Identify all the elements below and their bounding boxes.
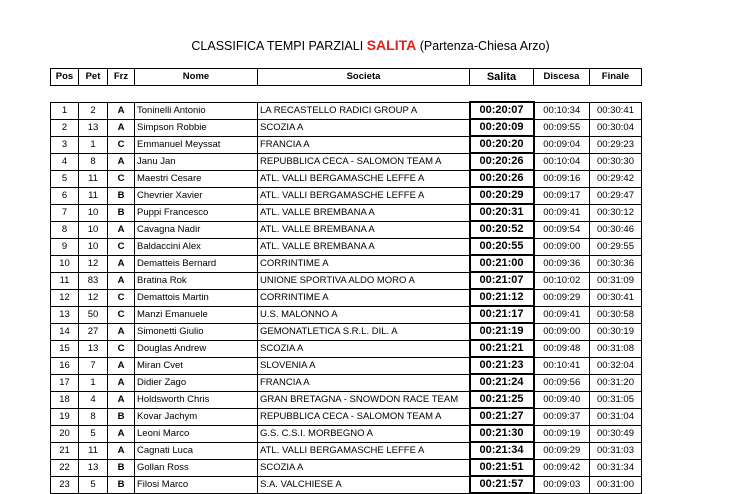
col-header-discesa: Discesa [534,69,590,86]
cell-salita: 00:20:20 [470,136,534,153]
cell-discesa: 00:09:48 [534,340,590,357]
cell-frz: B [108,187,135,204]
cell-pet: 10 [79,204,108,221]
cell-pet: 5 [79,476,108,493]
cell-salita: 00:21:21 [470,340,534,357]
cell-nome: Puppi Francesco [135,204,258,221]
cell-nome: Manzi Emanuele [135,306,258,323]
cell-discesa: 00:09:41 [534,306,590,323]
cell-societa: GRAN BRETAGNA - SNOWDON RACE TEAM [258,391,470,408]
cell-finale: 00:30:49 [590,425,642,442]
cell-pos: 15 [51,340,79,357]
table-row [51,255,642,272]
cell-frz: B [108,408,135,425]
cell-pos: 17 [51,374,79,391]
cell-salita: 00:20:52 [470,221,534,238]
cell-finale: 00:30:30 [590,153,642,170]
cell-discesa: 00:09:40 [534,391,590,408]
cell-nome: Douglas Andrew [135,340,258,357]
cell-finale: 00:29:42 [590,170,642,187]
cell-discesa: 00:09:00 [534,238,590,255]
table-row [51,374,642,391]
cell-pet: 4 [79,391,108,408]
cell-discesa: 00:09:19 [534,425,590,442]
cell-salita: 00:21:12 [470,289,534,306]
cell-finale: 00:31:20 [590,374,642,391]
cell-pet: 2 [79,102,108,119]
table-row [51,187,642,204]
cell-frz: C [108,289,135,306]
cell-societa: REPUBBLICA CECA - SALOMON TEAM A [258,153,470,170]
cell-discesa: 00:09:55 [534,119,590,136]
header-row [51,69,642,86]
header-table [50,68,642,86]
cell-societa: FRANCIA A [258,136,470,153]
cell-pet: 10 [79,221,108,238]
cell-pos: 14 [51,323,79,340]
cell-pos: 21 [51,442,79,459]
cell-frz: C [108,238,135,255]
cell-discesa: 00:09:36 [534,255,590,272]
table-row [51,425,642,442]
cell-pos: 3 [51,136,79,153]
cell-pet: 50 [79,306,108,323]
cell-societa: U.S. MALONNO A [258,306,470,323]
cell-salita: 00:21:00 [470,255,534,272]
cell-discesa: 00:09:03 [534,476,590,493]
cell-finale: 00:30:46 [590,221,642,238]
cell-finale: 00:30:12 [590,204,642,221]
table-row [51,306,642,323]
cell-pet: 12 [79,289,108,306]
cell-societa: REPUBBLICA CECA - SALOMON TEAM A [258,408,470,425]
cell-frz: A [108,153,135,170]
cell-pet: 1 [79,136,108,153]
table-row [51,102,642,119]
cell-finale: 00:30:41 [590,102,642,119]
cell-nome: Kovar Jachym [135,408,258,425]
cell-pos: 10 [51,255,79,272]
col-header-pos: Pos [51,69,79,86]
cell-finale: 00:31:08 [590,340,642,357]
table-row [51,272,642,289]
cell-salita: 00:20:29 [470,187,534,204]
cell-finale: 00:31:34 [590,459,642,476]
cell-discesa: 00:10:34 [534,102,590,119]
cell-nome: Simpson Robbie [135,119,258,136]
cell-nome: Gollan Ross [135,459,258,476]
table-row [51,323,642,340]
table-row [51,340,642,357]
cell-nome: Janu Jan [135,153,258,170]
cell-frz: A [108,102,135,119]
table-row [51,221,642,238]
cell-frz: A [108,119,135,136]
cell-pet: 10 [79,238,108,255]
cell-salita: 00:21:07 [470,272,534,289]
cell-pos: 19 [51,408,79,425]
cell-discesa: 00:09:17 [534,187,590,204]
cell-discesa: 00:09:37 [534,408,590,425]
title-prefix: CLASSIFICA TEMPI PARZIALI [191,39,364,53]
cell-frz: C [108,306,135,323]
cell-discesa: 00:10:41 [534,357,590,374]
cell-societa: ATL. VALLI BERGAMASCHE LEFFE A [258,187,470,204]
cell-frz: C [108,170,135,187]
cell-salita: 00:20:31 [470,204,534,221]
cell-societa: ATL. VALLI BERGAMASCHE LEFFE A [258,170,470,187]
cell-salita: 00:21:17 [470,306,534,323]
table-row [51,357,642,374]
col-header-societa: Societa [258,69,470,86]
cell-pos: 13 [51,306,79,323]
cell-discesa: 00:09:42 [534,459,590,476]
cell-pet: 27 [79,323,108,340]
cell-frz: A [108,255,135,272]
cell-discesa: 00:10:02 [534,272,590,289]
cell-frz: A [108,391,135,408]
cell-pos: 12 [51,289,79,306]
cell-salita: 00:21:51 [470,459,534,476]
cell-pos: 8 [51,221,79,238]
cell-nome: Baldaccini Alex [135,238,258,255]
col-header-pet: Pet [79,69,108,86]
cell-finale: 00:30:19 [590,323,642,340]
cell-pet: 13 [79,459,108,476]
cell-pos: 6 [51,187,79,204]
cell-frz: A [108,221,135,238]
cell-pos: 16 [51,357,79,374]
cell-discesa: 00:09:00 [534,323,590,340]
cell-frz: A [108,425,135,442]
cell-pet: 8 [79,408,108,425]
cell-societa: G.S. C.S.I. MORBEGNO A [258,425,470,442]
cell-societa: UNIONE SPORTIVA ALDO MORO A [258,272,470,289]
cell-salita: 00:20:07 [470,102,534,119]
cell-pos: 7 [51,204,79,221]
cell-nome: Toninelli Antonio [135,102,258,119]
cell-pet: 7 [79,357,108,374]
cell-salita: 00:20:26 [470,153,534,170]
cell-nome: Leoni Marco [135,425,258,442]
cell-finale: 00:29:47 [590,187,642,204]
cell-nome: Cavagna Nadir [135,221,258,238]
cell-frz: A [108,323,135,340]
cell-societa: S.A. VALCHIESE A [258,476,470,493]
table-row [51,442,642,459]
cell-finale: 00:30:41 [590,289,642,306]
cell-nome: Bratina Rok [135,272,258,289]
cell-nome: Cagnati Luca [135,442,258,459]
table-row [51,459,642,476]
cell-salita: 00:21:23 [470,357,534,374]
cell-pet: 13 [79,340,108,357]
cell-societa: SCOZIA A [258,459,470,476]
cell-societa: GEMONATLETICA S.R.L. DIL. A [258,323,470,340]
cell-nome: Filosi Marco [135,476,258,493]
cell-pet: 11 [79,442,108,459]
cell-pos: 5 [51,170,79,187]
cell-finale: 00:32:04 [590,357,642,374]
cell-pos: 11 [51,272,79,289]
cell-salita: 00:20:55 [470,238,534,255]
cell-frz: B [108,459,135,476]
cell-societa: CORRINTIME A [258,255,470,272]
title-suffix: (Partenza-Chiesa Arzo) [419,39,550,53]
cell-salita: 00:21:30 [470,425,534,442]
table-row [51,238,642,255]
cell-salita: 00:20:26 [470,170,534,187]
cell-pet: 11 [79,187,108,204]
cell-salita: 00:21:34 [470,442,534,459]
cell-discesa: 00:10:04 [534,153,590,170]
cell-societa: SLOVENIA A [258,357,470,374]
table-row [51,170,642,187]
cell-finale: 00:29:55 [590,238,642,255]
cell-finale: 00:30:58 [590,306,642,323]
cell-discesa: 00:09:54 [534,221,590,238]
cell-discesa: 00:09:29 [534,442,590,459]
cell-pet: 8 [79,153,108,170]
cell-pet: 5 [79,425,108,442]
cell-societa: FRANCIA A [258,374,470,391]
cell-societa: CORRINTIME A [258,289,470,306]
table-row [51,476,642,493]
cell-frz: A [108,374,135,391]
cell-salita: 00:21:25 [470,391,534,408]
cell-frz: B [108,204,135,221]
cell-nome: Simonetti Giulio [135,323,258,340]
col-header-salita: Salita [470,69,534,86]
cell-societa: ATL. VALLI BERGAMASCHE LEFFE A [258,442,470,459]
cell-salita: 00:21:27 [470,408,534,425]
table-row [51,391,642,408]
cell-finale: 00:31:05 [590,391,642,408]
cell-finale: 00:31:03 [590,442,642,459]
table-row [51,204,642,221]
cell-nome: Miran Cvet [135,357,258,374]
cell-nome: Chevrier Xavier [135,187,258,204]
cell-societa: ATL. VALLE BREMBANA A [258,238,470,255]
cell-societa: ATL. VALLE BREMBANA A [258,204,470,221]
cell-finale: 00:31:09 [590,272,642,289]
cell-pos: 2 [51,119,79,136]
table-row [51,136,642,153]
cell-societa: SCOZIA A [258,119,470,136]
cell-pet: 13 [79,119,108,136]
cell-pet: 11 [79,170,108,187]
cell-salita: 00:21:57 [470,476,534,493]
cell-nome: Emmanuel Meyssat [135,136,258,153]
cell-frz: C [108,136,135,153]
cell-nome: Holdsworth Chris [135,391,258,408]
col-header-frz: Frz [108,69,135,86]
col-header-nome: Nome [135,69,258,86]
cell-finale: 00:30:04 [590,119,642,136]
col-header-finale: Finale [590,69,642,86]
table-row [51,119,642,136]
cell-pet: 12 [79,255,108,272]
cell-societa: ATL. VALLE BREMBANA A [258,221,470,238]
cell-pos: 22 [51,459,79,476]
results-table [50,101,642,494]
cell-pet: 1 [79,374,108,391]
cell-pos: 1 [51,102,79,119]
document-title [0,37,741,53]
cell-pos: 20 [51,425,79,442]
cell-discesa: 00:09:41 [534,204,590,221]
cell-societa: LA RECASTELLO RADICI GROUP A [258,102,470,119]
cell-pos: 18 [51,391,79,408]
cell-nome: Didier Zago [135,374,258,391]
cell-finale: 00:31:00 [590,476,642,493]
cell-frz: B [108,476,135,493]
cell-finale: 00:29:23 [590,136,642,153]
cell-discesa: 00:09:29 [534,289,590,306]
cell-pet: 83 [79,272,108,289]
cell-finale: 00:31:04 [590,408,642,425]
cell-salita: 00:21:19 [470,323,534,340]
cell-nome: Demattois Martin [135,289,258,306]
cell-societa: SCOZIA A [258,340,470,357]
cell-pos: 9 [51,238,79,255]
cell-nome: Maestri Cesare [135,170,258,187]
cell-discesa: 00:09:04 [534,136,590,153]
cell-finale: 00:30:36 [590,255,642,272]
cell-salita: 00:20:09 [470,119,534,136]
title-highlight: SALITA [366,37,417,53]
cell-frz: C [108,340,135,357]
cell-nome: Dematteis Bernard [135,255,258,272]
cell-pos: 4 [51,153,79,170]
cell-frz: A [108,272,135,289]
cell-discesa: 00:09:56 [534,374,590,391]
cell-frz: A [108,442,135,459]
table-row [51,408,642,425]
table-row [51,289,642,306]
cell-discesa: 00:09:16 [534,170,590,187]
cell-frz: A [108,357,135,374]
cell-salita: 00:21:24 [470,374,534,391]
cell-pos: 23 [51,476,79,493]
table-row [51,153,642,170]
